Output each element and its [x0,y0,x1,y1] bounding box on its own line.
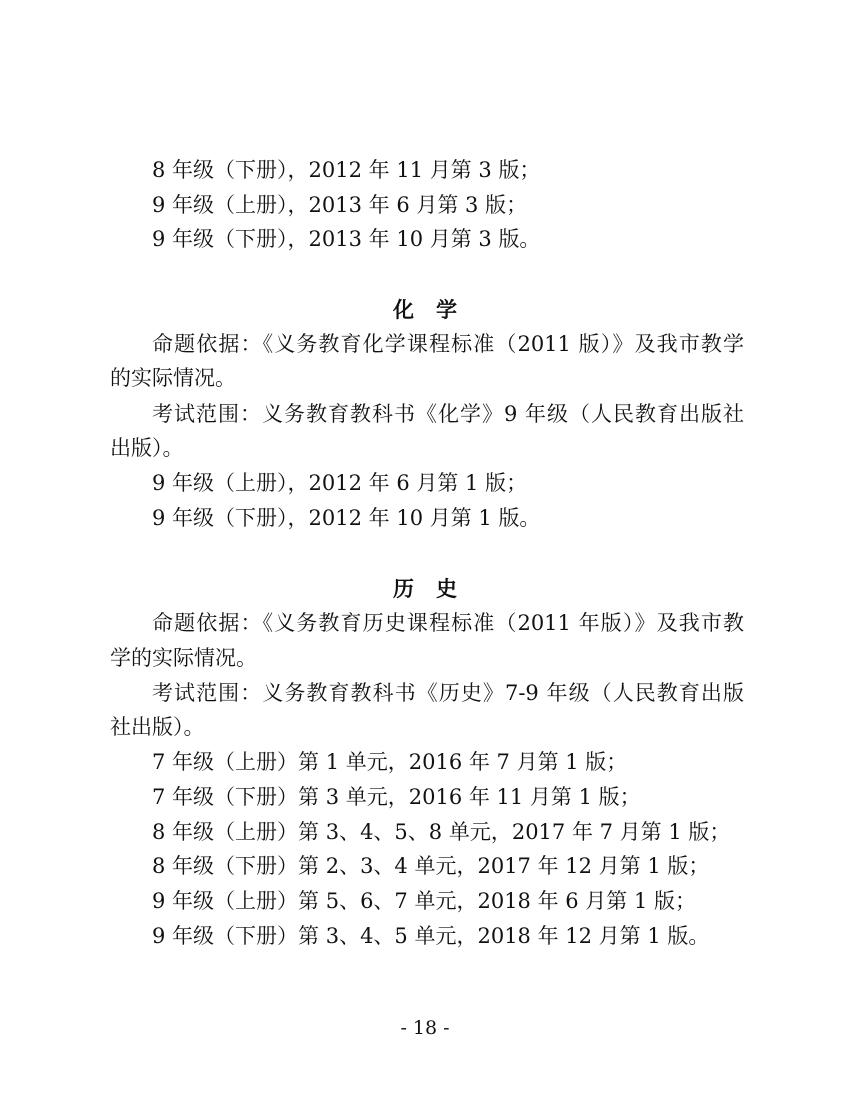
history-basis-line: 命题依据：《义务教育历史课程标准（2011 年版）》及我市教 [152,611,744,635]
history-edition-item: 9 年级（下册）第 3、4、5 单元，2018 年 12 月第 1 版。 [152,924,710,948]
intro-line: 8 年级（下册），2012 年 11 月第 3 版； [152,158,541,182]
chemistry-heading: 化学 [393,298,479,322]
page-number: - 18 - [400,1017,450,1039]
chemistry-edition-item: 9 年级（上册），2012 年 6 月第 1 版； [152,471,528,495]
history-edition-item: 8 年级（上册）第 3、4、5、8 单元，2017 年 7 月第 1 版； [152,820,731,844]
history-heading: 历史 [393,577,479,601]
chemistry-scope-line: 考试范围：义务教育教科书《化学》9 年级（人民教育出版社 [152,402,744,426]
history-edition-item: 7 年级（下册）第 3 单元，2016 年 11 月第 1 版； [152,785,641,809]
history-basis-line: 学的实际情况。 [110,646,257,670]
history-edition-item: 7 年级（上册）第 1 单元，2016 年 7 月第 1 版； [152,750,628,774]
intro-line: 9 年级（下册），2013 年 10 月第 3 版。 [152,227,541,251]
intro-line: 9 年级（上册），2013 年 6 月第 3 版； [152,193,528,217]
chemistry-scope-line: 出版）。 [110,436,184,460]
history-scope-line: 社出版）。 [110,715,205,739]
chemistry-basis-line: 命题依据：《义务教育化学课程标准（2011 版）》及我市教学 [152,332,744,356]
history-edition-item: 8 年级（下册）第 2、3、4 单元，2017 年 12 月第 1 版； [152,854,710,878]
history-edition-item: 9 年级（上册）第 5、6、7 单元，2018 年 6 月第 1 版； [152,889,697,913]
history-scope-line: 考试范围：义务教育教科书《历史》7-9 年级（人民教育出版 [152,681,744,705]
chemistry-basis-line: 的实际情况。 [110,366,236,390]
chemistry-edition-item: 9 年级（下册），2012 年 10 月第 1 版。 [152,506,541,530]
